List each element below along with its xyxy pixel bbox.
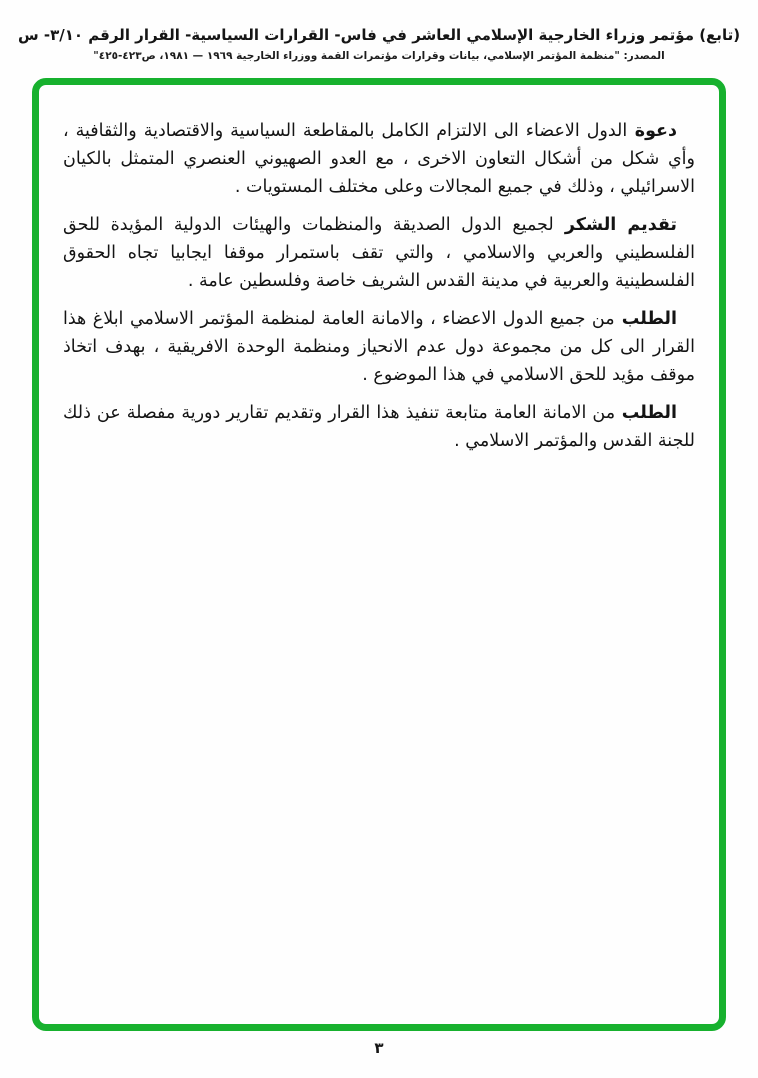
paragraph-body-text: من الامانة العامة متابعة تنفيذ هذا القرار وتقديم تقارير دورية مفصلة عن ذلك للجنة القدس والمؤتمر الاسلامي .: [63, 403, 695, 451]
paragraph-lead-word: دعوة: [627, 121, 677, 141]
page-number: ٣: [374, 1039, 384, 1057]
resolution-paragraph: [63, 211, 695, 295]
document-source-line: المصدر: "منظمة المؤتمر الإسلامي، بيانات وقرارات مؤتمرات القمة ووزراء الخارجية ١٩٦٩ — ١٩٨١، ص٤٢٣-٤٢٥": [93, 50, 665, 62]
resolution-border-box: [32, 78, 726, 1031]
paragraph-lead-word: تقديم الشكر: [553, 215, 677, 235]
paragraph-body-text: لجميع الدول الصديقة والمنظمات والهيئات الدولية المؤيدة للحق الفلسطيني والعربي والاسلامي ، والتي تقف باستمرار موقفا ايجابيا تجاه الحقوق الفلسطينية والعربية في مدينة القدس الشريف خاصة وفلسطين عامة .: [63, 215, 695, 291]
document-header: [0, 0, 758, 62]
resolution-paragraph: [63, 305, 695, 389]
paragraph-body-text: من جميع الدول الاعضاء ، والامانة العامة لمنظمة المؤتمر الاسلامي ابلاغ هذا القرار الى كل من مجموعة دول عدم الانحياز ومنظمة الوحدة الافريقية ، بهدف اتخاذ موقف مؤيد للحق الاسلامي في هذا الموضوع .: [63, 309, 695, 385]
paragraph-lead-word: الطلب: [614, 309, 677, 329]
resolution-paragraph: [63, 399, 695, 455]
paragraph-body-text: الدول الاعضاء الى الالتزام الكامل بالمقاطعة السياسية والاقتصادية والثقافية ، وأي شكل من أشكال التعاون الاخرى ، مع العدو الصهيوني العنصري المتمثل بالكيان الاسرائيلي ، وذلك في جميع المجالات وعلى مختلف المستويات .: [63, 121, 695, 197]
resolution-paragraph: [63, 117, 695, 201]
document-header-title: (تابع) مؤتمر وزراء الخارجية الإسلامي العاشر في فاس- القرارات السياسية- القرار الرقم ٣/١٠- س: [17, 26, 741, 44]
paragraph-lead-word: الطلب: [615, 403, 677, 423]
resolution-paragraphs: [63, 117, 695, 455]
